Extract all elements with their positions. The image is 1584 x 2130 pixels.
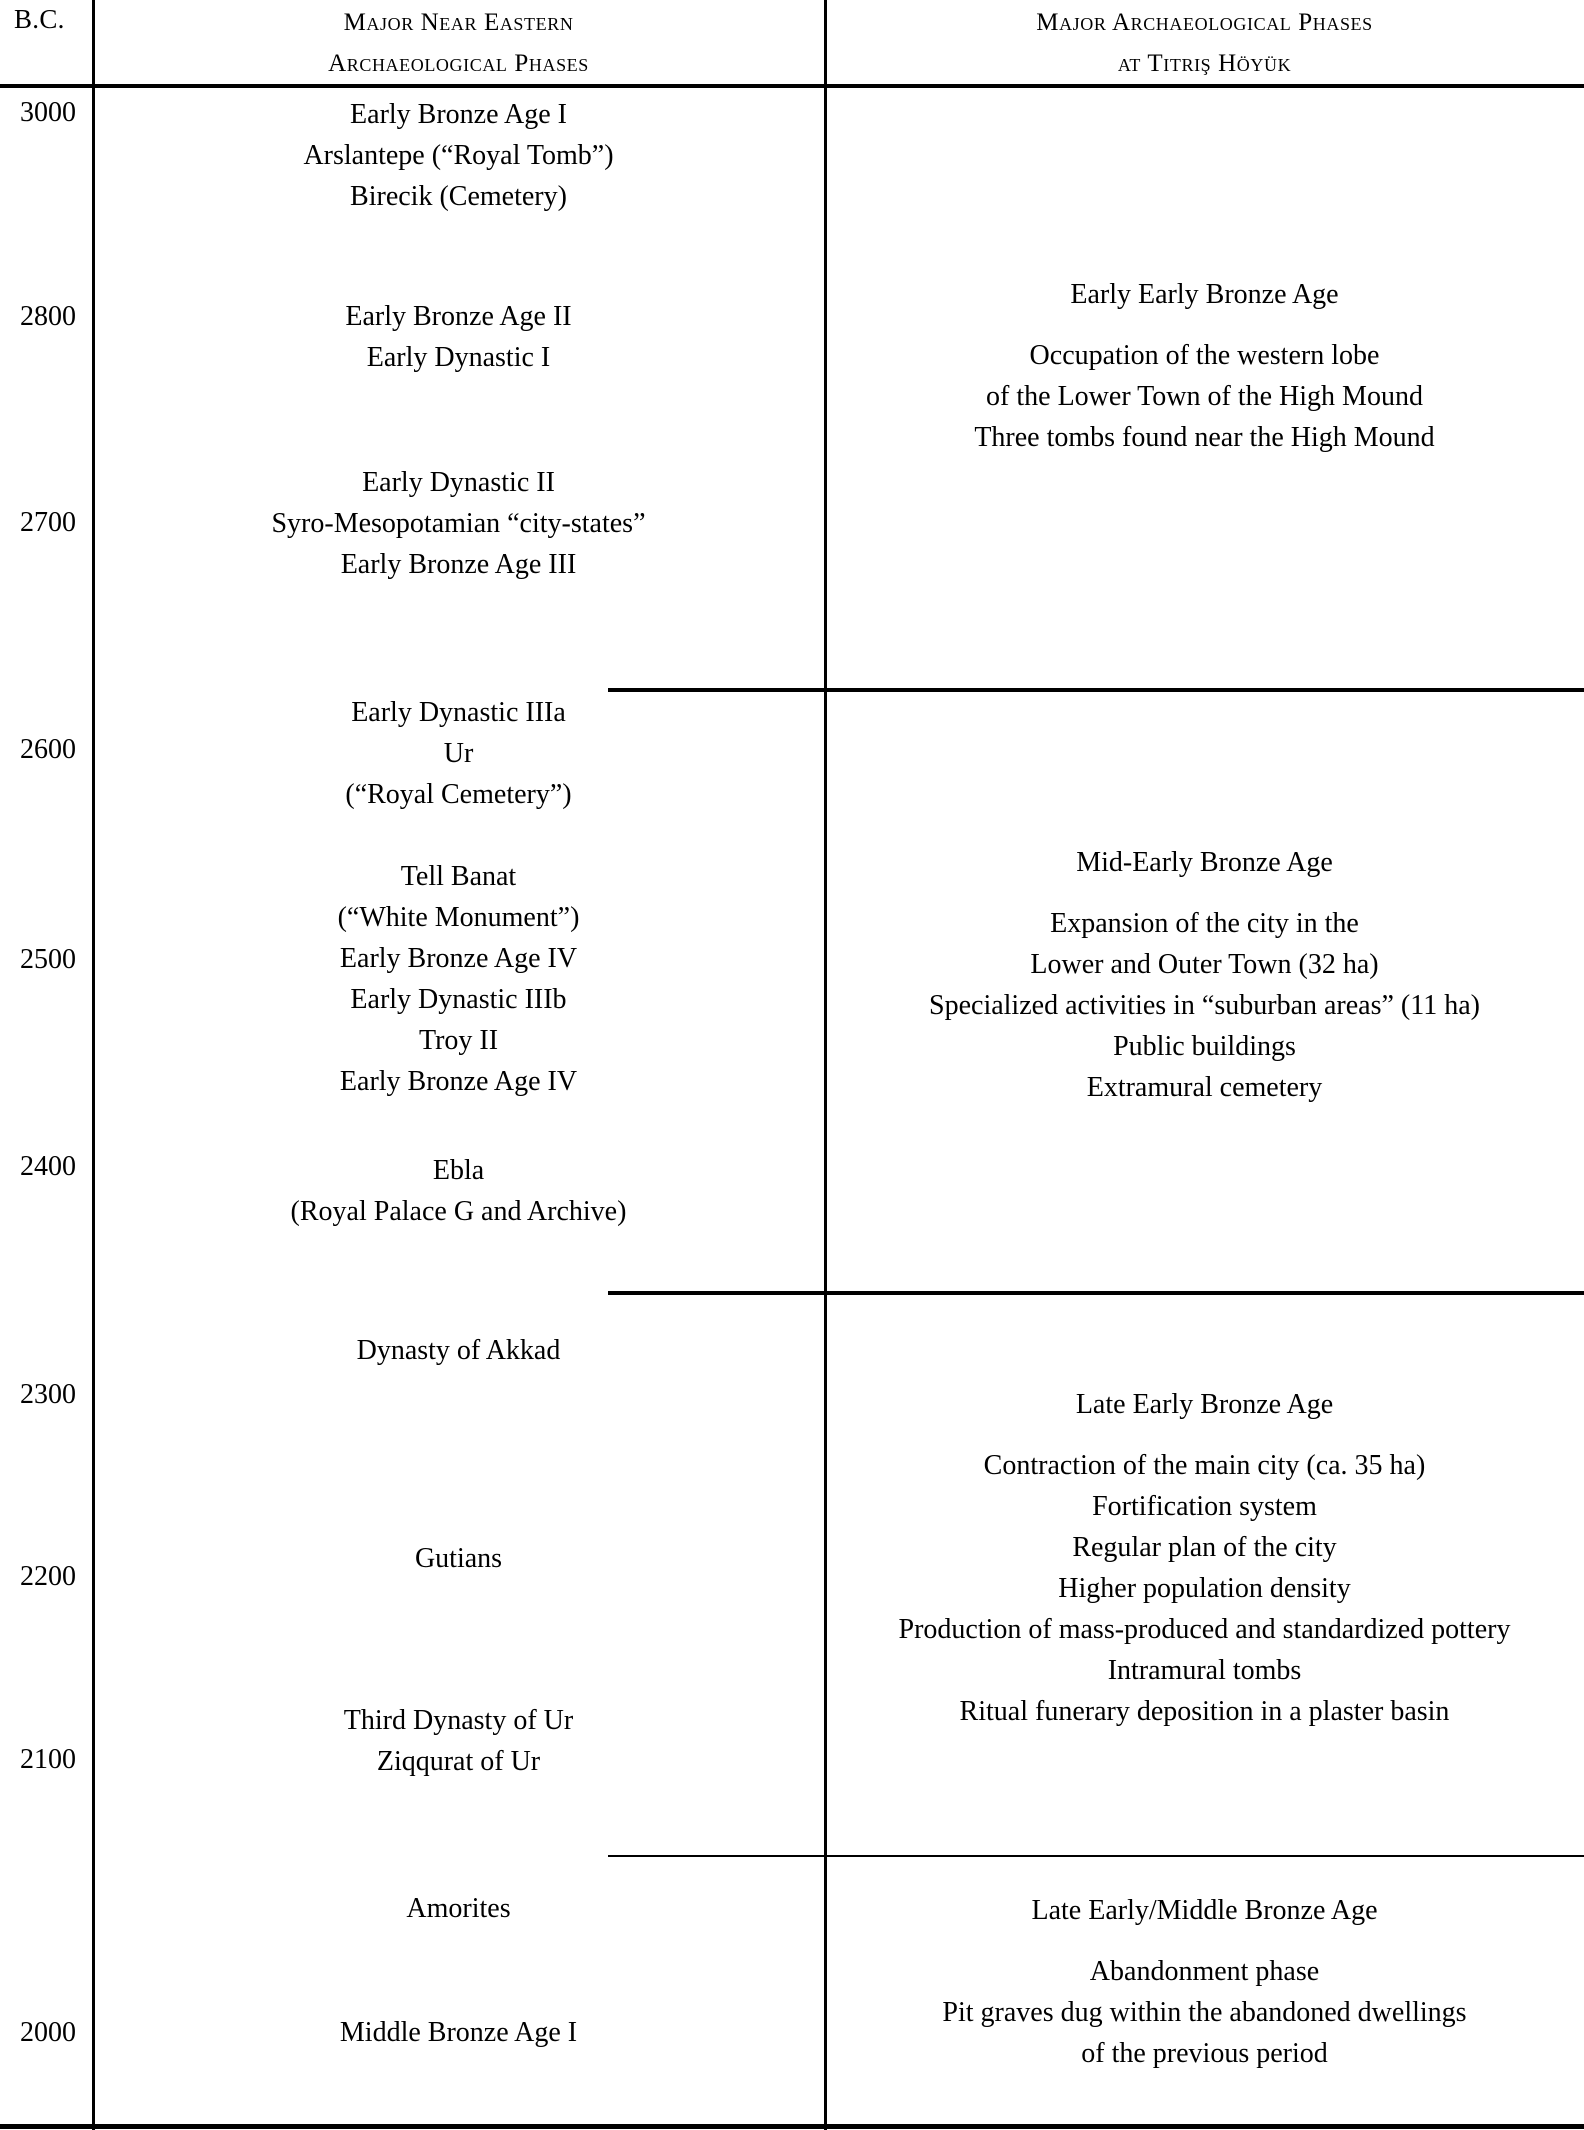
spacer [825, 1931, 1584, 1951]
titris-section-heading: Early Early Bronze Age [1070, 279, 1339, 310]
phase-block-ed2 [92, 462, 825, 585]
phase-block-eba2 [92, 296, 825, 378]
phase-line: Early Dynastic I [366, 342, 551, 373]
titris-section-late-early-mba [825, 1890, 1584, 2074]
phase-block-tell-banat [92, 856, 825, 1102]
section-divider-3 [608, 1855, 1584, 1857]
phase-line: Early Dynastic IIIa [351, 697, 566, 728]
titris-section-heading: Mid-Early Bronze Age [1076, 847, 1333, 878]
phase-block-mba1 [92, 2012, 825, 2053]
titris-detail-line: Lower and Outer Town (32 ha) [1030, 949, 1379, 980]
phase-line: (Royal Palace G and Archive) [290, 1196, 627, 1227]
phase-line: Arslantepe (“Royal Tomb”) [303, 140, 614, 171]
titris-section-early-eba [825, 274, 1584, 458]
date-tick-2000: 2000 [20, 2017, 76, 2048]
titris-detail-line: Pit graves dug within the abandoned dwellings [942, 1997, 1467, 2028]
phase-line: Third Dynasty of Ur [343, 1705, 574, 1736]
titris-detail-line: of the Lower Town of the High Mound [986, 381, 1423, 412]
spacer [825, 883, 1584, 903]
date-tick-2300: 2300 [20, 1379, 76, 1410]
phase-line: Early Bronze Age I [350, 99, 567, 130]
titris-detail-line: Expansion of the city in the [1050, 908, 1359, 939]
phase-block-akkad [92, 1330, 825, 1371]
titris-section-late-eba [825, 1384, 1584, 1732]
titris-detail-line: Extramural cemetery [1086, 1072, 1323, 1103]
phase-line: Troy II [418, 1025, 499, 1056]
phase-line: Early Dynastic II [362, 467, 555, 498]
titris-section-heading: Late Early Bronze Age [1075, 1389, 1334, 1420]
section-divider-2 [608, 1291, 1584, 1295]
titris-detail-line: Fortification system [1092, 1491, 1317, 1522]
phase-line: Ebla [432, 1155, 485, 1186]
date-tick-2100: 2100 [20, 1744, 76, 1775]
titris-detail-line: Intramural tombs [1107, 1655, 1302, 1686]
titris-detail-line: Production of mass-produced and standardized pottery [898, 1614, 1511, 1645]
date-tick-2200: 2200 [20, 1561, 76, 1592]
date-tick-2700: 2700 [20, 507, 76, 538]
date-tick-2800: 2800 [20, 301, 76, 332]
phase-block-eba1 [92, 94, 825, 217]
header-rule [0, 84, 1584, 88]
near-eastern-header-line-1: Major Near Eastern [343, 9, 574, 36]
titris-section-heading: Late Early/Middle Bronze Age [1031, 1895, 1378, 1926]
titris-detail-line: Specialized activities in “suburban areas” (11 ha) [929, 990, 1480, 1021]
spacer [825, 315, 1584, 335]
date-tick-2600: 2600 [20, 734, 76, 765]
near-eastern-header-line-2: Archaeological Phases [328, 50, 589, 77]
phase-line: Early Bronze Age IV [339, 943, 578, 974]
titris-detail-line: Abandonment phase [1089, 1956, 1320, 1987]
phase-line: Early Bronze Age III [340, 549, 577, 580]
table-bottom-rule [0, 2124, 1584, 2129]
phase-line: Early Bronze Age IV [339, 1066, 578, 1097]
titris-header-line-2: at Titriş Höyük [1117, 50, 1292, 77]
phase-line: Dynasty of Akkad [356, 1335, 561, 1366]
date-tick-2400: 2400 [20, 1151, 76, 1182]
phase-block-ebla [92, 1150, 825, 1232]
titris-detail-line: Regular plan of the city [1072, 1532, 1337, 1563]
titris-section-mid-eba [825, 842, 1584, 1108]
near-eastern-column-header [92, 2, 825, 84]
phase-line: Syro-Mesopotamian “city-states” [271, 508, 646, 539]
titris-detail-line: Contraction of the main city (ca. 35 ha) [983, 1450, 1426, 1481]
date-tick-3000: 3000 [20, 97, 76, 128]
titris-detail-line: Occupation of the western lobe [1029, 340, 1380, 371]
phase-line: Amorites [406, 1893, 511, 1924]
phase-line: Middle Bronze Age I [339, 2017, 578, 2048]
phase-line: Birecik (Cemetery) [350, 181, 567, 212]
phase-block-gutians [92, 1538, 825, 1579]
date-column-header: B.C. [14, 4, 65, 34]
titris-detail-line: Higher population density [1058, 1573, 1351, 1604]
phase-block-amorites [92, 1888, 825, 1929]
phase-line: Gutians [414, 1543, 503, 1574]
phase-line: Ziqqurat of Ur [376, 1746, 541, 1777]
titris-header-line-1: Major Archaeological Phases [1036, 9, 1373, 36]
phase-line: Tell Banat [400, 861, 517, 892]
titris-detail-line: Public buildings [1113, 1031, 1296, 1062]
phase-line: Early Dynastic IIIb [350, 984, 567, 1015]
phase-block-ed3a [92, 692, 825, 815]
phase-line: Early Bronze Age II [345, 301, 572, 332]
phase-block-ur3 [92, 1700, 825, 1782]
phase-line: Ur [443, 738, 474, 769]
titris-detail-line: of the previous period [1081, 2038, 1328, 2069]
spacer [825, 1425, 1584, 1445]
titris-detail-line: Three tombs found near the High Mound [974, 422, 1435, 453]
titris-column-header [825, 2, 1584, 84]
titris-detail-line: Ritual funerary deposition in a plaster basin [959, 1696, 1450, 1727]
date-tick-2500: 2500 [20, 944, 76, 975]
phase-line: (“Royal Cemetery”) [345, 779, 572, 810]
phase-line: (“White Monument”) [337, 902, 580, 933]
